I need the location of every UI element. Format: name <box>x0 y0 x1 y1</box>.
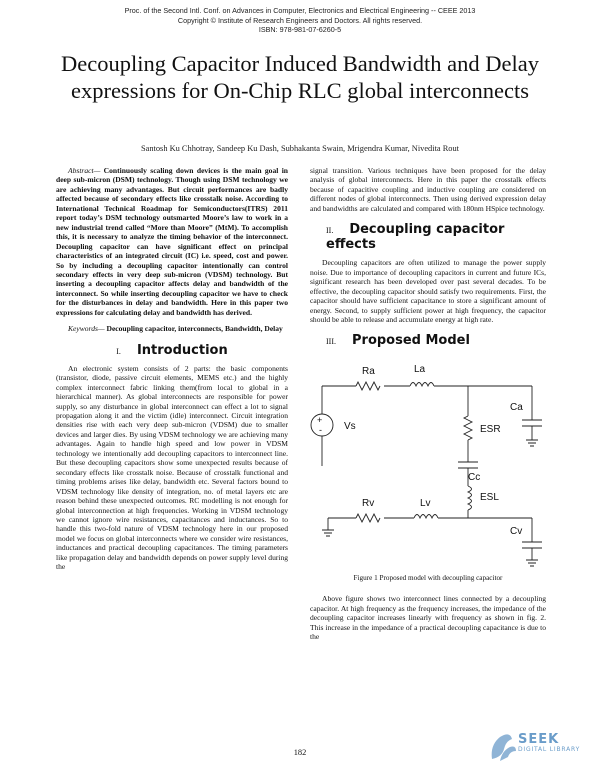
inductor-lv <box>414 515 438 519</box>
title-line-1: Decoupling Capacitor Induced Bandwidth and Delay <box>61 51 539 76</box>
section-title: Decoupling capacitor effects <box>326 222 505 253</box>
keywords <box>56 324 288 333</box>
figure-caption: Figure 1 Proposed model with decoupling capacitor <box>353 574 503 583</box>
section-heading-introduction <box>56 343 288 358</box>
inductor-la <box>410 383 434 387</box>
section-title: Introduction <box>136 342 228 358</box>
section-heading-proposed-model <box>310 333 546 348</box>
abstract <box>56 166 288 317</box>
capacitor-cc <box>458 462 478 468</box>
resistor-ra <box>356 382 380 390</box>
keywords-lead: Keywords— <box>68 324 105 334</box>
section-heading-decoupling <box>310 222 546 252</box>
title-line-2: expressions for On-Chip RLC global interconnects <box>70 78 530 103</box>
resistor-esr <box>464 416 472 440</box>
page-header <box>0 6 600 35</box>
capacitor-cv <box>522 542 542 548</box>
label-esl: ESL <box>480 492 499 504</box>
seek-subtitle: DIGITAL LIBRARY <box>518 746 581 753</box>
decoupling-text: Decoupling capacitors are often utilized to manage the power supply noise. Due to importance of decoupling capacitors in current and future ICs, significant research has been developed over past several decades. To be effective, the decoupling capacitor should satisfy two requirements. First, the capacitor should have sufficient capacitance to store a significant amount of energy. Second, to supply sufficient power at high frequency, the capacitor should be able to release and accumulate energy at high rate. <box>310 258 546 324</box>
section-number: III. <box>326 337 336 347</box>
ground-symbol <box>322 530 334 536</box>
right-column <box>310 166 546 642</box>
section-number: II. <box>326 226 334 236</box>
keywords-text: Decoupling capacitor, interconnects, Bandwidth, Delay <box>104 324 283 334</box>
label-plus: + <box>317 415 323 426</box>
left-column <box>56 166 288 572</box>
introduction-continued: signal transition. Various techniques have been proposed for the delay analysis of global interconnects. Here in this paper the crosstalk effects because of capacitive coupling and inductive coupling are considered on different nodes of global interconnects. Then using derived expression delay and bandwidths are calculated and compared with 180nm HSpice technology. <box>310 166 546 213</box>
header-proceedings: Proc. of the Second Intl. Conf. on Advances in Computer, Electronics and Electrical Engineering -- CEEE 2013 <box>124 6 476 15</box>
label-minus: - <box>319 425 322 436</box>
header-copyright: Copyright © Institute of Research Engineers and Doctors. All rights reserved. <box>177 15 423 25</box>
capacitor-ca <box>522 420 542 426</box>
resistor-rv <box>356 514 380 522</box>
label-rv: Rv <box>362 498 375 510</box>
seek-watermark <box>518 732 580 753</box>
ground-symbol <box>526 440 538 446</box>
paper-title <box>20 50 580 104</box>
inductor-esl <box>468 486 472 510</box>
label-lv: Lv <box>420 498 431 510</box>
label-vs: Vs <box>344 421 356 433</box>
circuit-diagram <box>310 354 546 572</box>
author-list: Santosh Ku Chhotray, Sandeep Ku Dash, Subhakanta Swain, Mrigendra Kumar, Nivedita Rout <box>140 144 459 153</box>
seek-title: SEEK <box>518 732 560 747</box>
introduction-text: An electronic system consists of 2 parts: the basic components (transistor, diode, passive circuit elements, MEMS etc.) and the highly complex interconnect fabric linking them(from local to global in a hierarchical manner). As global interconnects are responsible for power supply, so any disturbance in global interconnect can effect a lot to signal propagation along it and the victim (idle) interconnect. Circuit integration densities rise with each very deep sub-micron (VDSM) due to smaller devices and larger dies. By using VDSM technology we are achieving many advantages. Again to handle high speed and low power in VDSM technology we intentionally add decoupling capacitors to interconnect line. But these decoupling capacitors show some unexpected results because of secondary effects like crosstalk noise. Because of crosstalk functional and timing problems arises like delay, bandwidth etc. Several factors bound to VDSM technology like density of integration, no. of metal layers etc are reason behind these unexpected outcomes. RC modelling is not enough for global interconnection at high frequencies. Working in VDSM technology we cannot ignore wire resistances, capacitances and inductances. So to handle this two-fold nature of VDSM technology here in our proposed model we focus on global interconnects where we consider wire resistances, inductances and practical decoupling capacitances. The timing parameters like propagation delay and bandwidth depends on power supply level during the <box>56 363 288 572</box>
section-number: I. <box>116 346 121 356</box>
header-isbn: ISBN: 978-981-07-6260-5 <box>258 25 342 34</box>
abstract-lead: Abstract— <box>68 166 101 175</box>
figure-description: Above figure shows two interconnect lines connected by a decoupling capacitor. At high frequency as the frequency increases, the impedance of the decoupling capacitor increases linearly with frequency as shown in fig. 2. This increase in the impedance of a practical decoupling capacitance is due to the <box>310 594 546 642</box>
label-cv: Cv <box>510 526 523 538</box>
page-number: 182 <box>293 748 307 757</box>
label-la: La <box>414 364 426 376</box>
abstract-text: Continuously scaling down devices is the main goal in deep sub-micron (DSM) technology. Though using DSM technology we are achieving many advantages. But circuit performances are badly affected because of secondary effects like crosstalk noise. According to International Technical Roadmap for Semiconductors(ITRS) 2011 report today’s DSM technology outsmarted Moore’s law to work in a new industrial trend called “More than Moore” (MtM). To accomplish this, it is necessary to analyze the timing behavior of the interconnect. Decoupling capacitor can have significant effect on principal characteristics of an integrated circuit (IC) i.e. speed, cost and power. So by including a decoupling capacitor intentionally can control secondary effects in very deep sub-micron (VDSM) technology. But inserting a decoupling capacitor affects delay and bandwidth of the interconnect. So while inserting decoupling capacitor we have to check for the disturbances in delay and bandwidth. Here in this paper two expressions for calculating delay and bandwidth has derived. <box>56 166 288 317</box>
label-esr: ESR <box>480 424 501 436</box>
section-title: Proposed Model <box>352 333 470 349</box>
ground-symbol <box>526 560 538 566</box>
label-ca: Ca <box>510 402 523 414</box>
label-cc: Cc <box>468 472 481 484</box>
label-ra: Ra <box>362 366 375 378</box>
